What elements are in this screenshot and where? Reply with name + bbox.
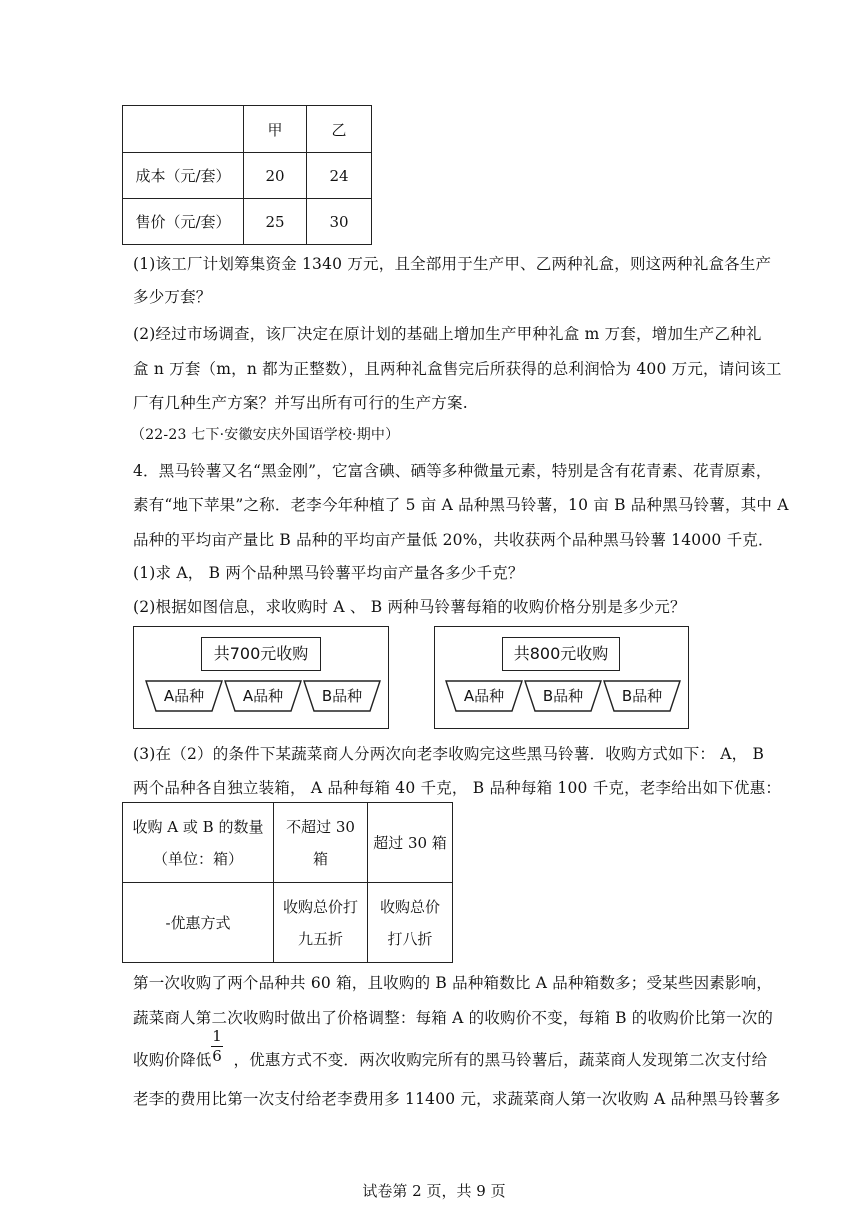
question-text: (3)在（2）的条件下某蔬菜商人分两次向老李收购完这些黑马铃薯．收购方式如下： A， B	[133, 745, 765, 763]
table-cell: 成本（元/套）	[123, 153, 244, 199]
table-cell	[123, 803, 274, 883]
question-text: (2)根据如图信息，求收购时 A 、 B 两种马铃薯每箱的收购价格分别是多少元？	[133, 598, 686, 616]
question-text: 素有“地下苹果”之称．老李今年种植了 5 亩 A 品种黑马铃薯，10 亩 B 品种黑马铃薯，其中 A	[133, 496, 789, 514]
crate-icon	[303, 680, 381, 712]
table-cell	[368, 883, 453, 963]
question-text: 厂有几种生产方案？并写出所有可行的生产方案.	[133, 394, 468, 412]
table-cell-line: 九五折	[297, 929, 343, 948]
figure-right-title: 共800元收购	[502, 637, 620, 671]
table-cell	[274, 803, 368, 883]
crate-label: A品种	[242, 687, 284, 705]
question-text: (1)求 A， B 两个品种黑马铃薯平均亩产量各多少千克？	[133, 564, 524, 582]
table-cell-line: 收购总价打	[282, 897, 358, 916]
crate-icon	[445, 680, 523, 712]
crate-icon	[145, 680, 223, 712]
question-text: ，优惠方式不变．两次收购完所有的黑马铃薯后，蔬菜商人发现第二次支付给	[233, 1051, 768, 1069]
crate-label: B品种	[621, 687, 663, 705]
figure-left-title: 共700元收购	[201, 637, 321, 671]
table-cell: 24	[307, 153, 372, 199]
question-text: 收购价降低	[133, 1051, 212, 1069]
crate-icon	[524, 680, 602, 712]
question-text: 品种的平均亩产量比 B 品种的平均亩产量低 20%，共收获两个品种黑马铃薯 14000 千克．	[133, 531, 774, 549]
crate-label: A品种	[163, 687, 205, 705]
discount-table	[122, 802, 453, 963]
table-cell: 25	[244, 199, 307, 245]
question-text: (2)经过市场调查，该厂决定在原计划的基础上增加生产甲种礼盒 m 万套，增加生产乙种礼	[133, 325, 762, 343]
question-text: 老李的费用比第一次支付给老李费用多 11400 元，求蔬菜商人第一次收购 A 品种黑马铃薯多	[133, 1090, 781, 1108]
fraction-line	[133, 1048, 767, 1070]
table-cell-line: 收购总价	[379, 897, 440, 916]
crate-label: B品种	[542, 687, 584, 705]
table-cell-line: （单位：箱）	[152, 849, 243, 868]
table-cell: 20	[244, 153, 307, 199]
fraction-denominator: 6	[212, 1047, 222, 1065]
fraction-one-sixth	[209, 1028, 225, 1065]
table-header-cell	[123, 106, 244, 153]
table-header-cell: 甲	[244, 106, 307, 153]
crate-label: A品种	[463, 687, 505, 705]
question-text: 4．黑马铃薯又名“黑金刚”，它富含碘、硒等多种微量元素，特别是含有花青素、花青原素，	[133, 462, 772, 480]
question-text: 蔬菜商人第二次收购时做出了价格调整：每箱 A 的收购价不变，每箱 B 的收购价比第一次的	[133, 1009, 774, 1027]
source-citation: （22-23 七下·安徽安庆外国语学校·期中）	[131, 427, 400, 443]
crate-icon	[603, 680, 681, 712]
table-cell: 超过 30 箱	[368, 803, 453, 883]
cost-price-table	[122, 105, 372, 245]
table-header-cell: 乙	[307, 106, 372, 153]
table-cell: 30	[307, 199, 372, 245]
table-cell	[274, 883, 368, 963]
table-cell-line: 不超过 30	[286, 817, 355, 836]
table-cell-line: 打八折	[387, 929, 433, 948]
question-text: 多少万套？	[133, 288, 212, 306]
crate-icon	[224, 680, 302, 712]
page-footer: 试卷第 2 页，共 9 页	[362, 1182, 506, 1200]
crate-label: B品种	[321, 687, 363, 705]
fraction-numerator: 1	[212, 1027, 222, 1045]
question-text: (1)该工厂计划筹集资金 1340 万元，且全部用于生产甲、乙两种礼盒，则这两种礼盒各生产	[133, 255, 772, 273]
table-cell: -优惠方式	[123, 883, 274, 963]
question-text: 两个品种各自独立装箱， A 品种每箱 40 千克， B 品种每箱 100 千克，老李给出如下优惠：	[133, 779, 782, 797]
question-text: 盒 n 万套（m，n 都为正整数），且两种礼盒售完后所获得的总利润恰为 400 万元，请问该工	[133, 360, 782, 378]
question-text: 第一次收购了两个品种共 60 箱，且收购的 B 品种箱数比 A 品种箱数多；受某些因素影响，	[133, 974, 773, 992]
table-cell-line: 收购 A 或 B 的数量	[132, 817, 264, 836]
table-cell-line: 箱	[312, 849, 328, 868]
table-cell: 售价（元/套）	[123, 199, 244, 245]
